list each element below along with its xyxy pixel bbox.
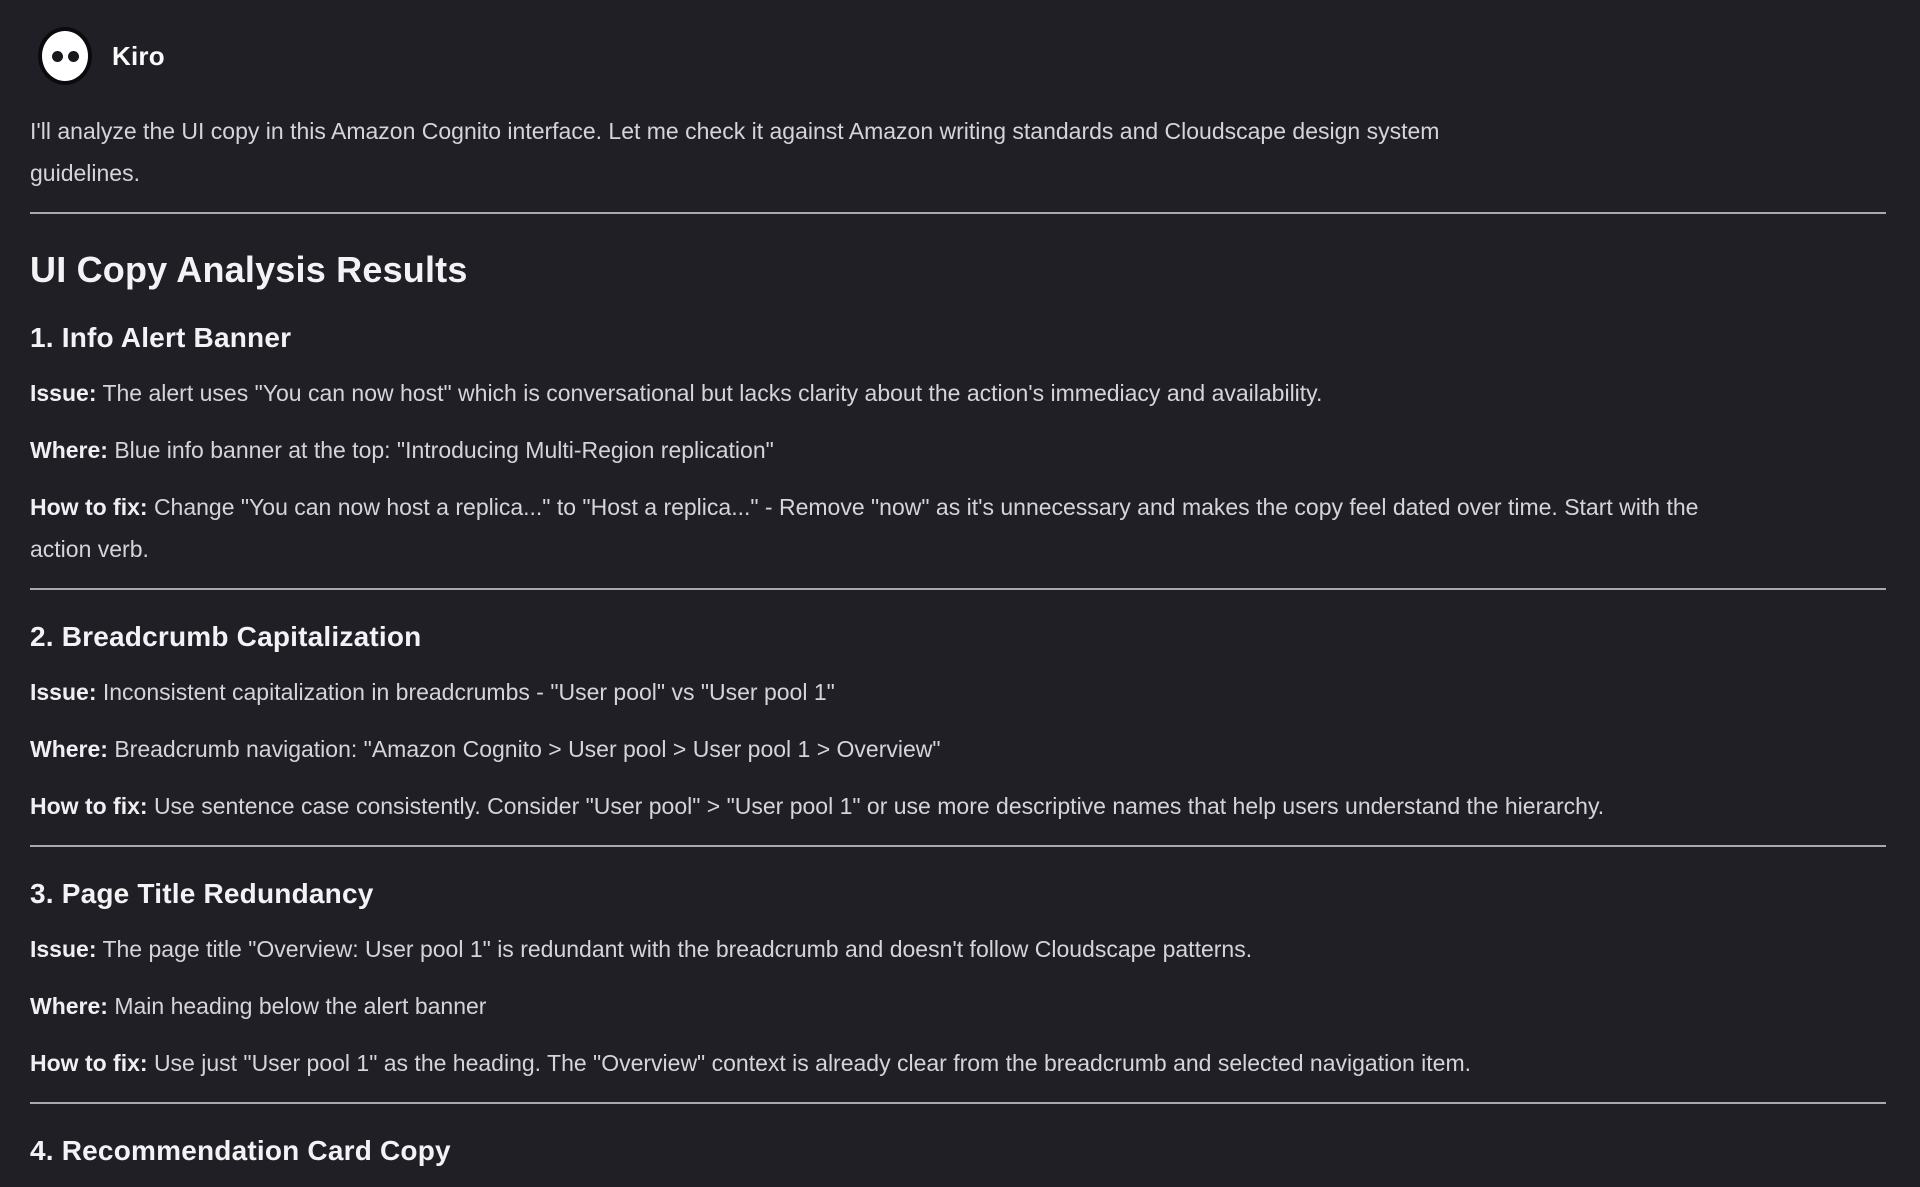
section-heading: 1. Info Alert Banner — [30, 322, 292, 353]
section-heading: 3. Page Title Redundancy — [30, 878, 374, 909]
kiro-eye-icon — [68, 51, 79, 62]
finding-issue — [30, 671, 1730, 713]
finding-text: Blue info banner at the top: "Introducing Multi-Region replication" — [114, 437, 774, 463]
kiro-face-icon — [38, 27, 92, 85]
finding-label: Issue: — [30, 380, 97, 406]
finding-text: Change "You can now host a replica..." to "Host a replica..." - Remove "now" as it's unnecessary and makes the copy feel dated over time. Start with the action verb. — [30, 494, 1699, 562]
finding-text: Main heading below the alert banner — [114, 993, 487, 1019]
finding-label: Where: — [30, 993, 108, 1019]
finding-text: Use just "User pool 1" as the heading. The "Overview" context is already clear from the breadcrumb and selected navigation item. — [153, 1050, 1472, 1076]
message-header — [38, 26, 1886, 86]
divider — [30, 1102, 1886, 1104]
results-title: UI Copy Analysis Results — [30, 249, 468, 290]
finding-text: The alert uses "You can now host" which is conversational but lacks clarity about the action's immediacy and availability. — [102, 380, 1323, 406]
section-heading: 2. Breadcrumb Capitalization — [30, 621, 422, 652]
finding-label: How to fix: — [30, 494, 148, 520]
section-heading: 4. Recommendation Card Copy — [30, 1135, 451, 1166]
finding-issue — [30, 928, 1730, 970]
finding-how-to-fix — [30, 1042, 1730, 1084]
divider — [30, 588, 1886, 590]
finding-label: Where: — [30, 736, 108, 762]
finding-label: How to fix: — [30, 1050, 148, 1076]
finding-text: Inconsistent capitalization in breadcrumbs - "User pool" vs "User pool 1" — [102, 679, 835, 705]
divider — [30, 845, 1886, 847]
kiro-eye-icon — [52, 51, 63, 62]
finding-where — [30, 429, 1730, 471]
finding-label: Issue: — [30, 679, 97, 705]
divider — [30, 212, 1886, 214]
finding-text: The page title "Overview: User pool 1" is redundant with the breadcrumb and doesn't follow Cloudscape patterns. — [102, 936, 1253, 962]
finding-label: Issue: — [30, 936, 97, 962]
finding-text: Use sentence case consistently. Consider "User pool" > "User pool 1" or use more descriptive names that help users understand the hierarchy. — [153, 793, 1605, 819]
assistant-name: Kiro — [112, 40, 165, 71]
finding-how-to-fix — [30, 486, 1730, 570]
finding-text: Breadcrumb navigation: "Amazon Cognito > User pool > User pool 1 > Overview" — [114, 736, 941, 762]
finding-label: Where: — [30, 437, 108, 463]
finding-where — [30, 985, 1730, 1027]
finding-label: How to fix: — [30, 793, 148, 819]
finding-issue — [30, 372, 1730, 414]
finding-how-to-fix — [30, 785, 1730, 827]
finding-where — [30, 728, 1730, 770]
intro-paragraph: I'll analyze the UI copy in this Amazon Cognito interface. Let me check it against Amazon writing standards and Cloudscape design system guidelines. — [30, 118, 1440, 186]
